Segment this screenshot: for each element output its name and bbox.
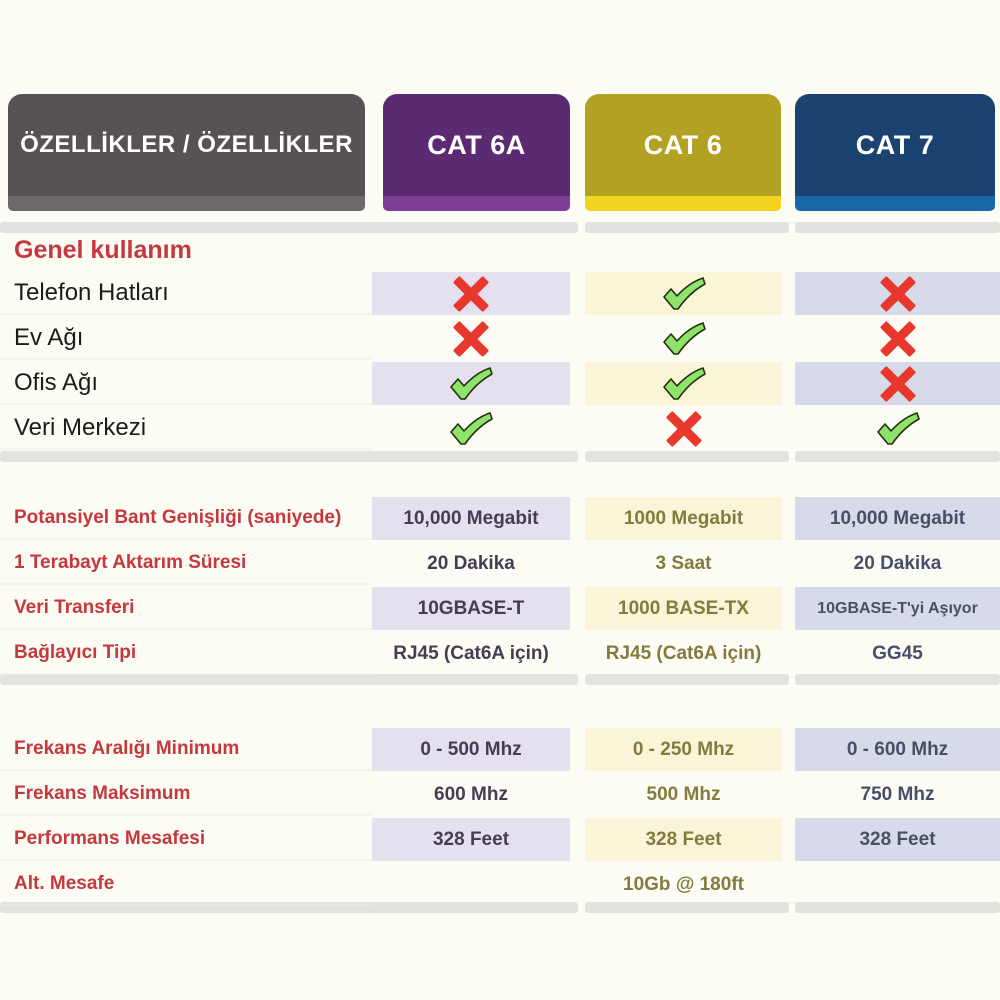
status-cell (585, 272, 782, 315)
cross-icon (880, 366, 916, 402)
status-cell (585, 317, 782, 360)
column-header-cat6 (585, 94, 781, 211)
column-header-cat6-label: CAT 6 (585, 94, 781, 196)
table-row (0, 728, 1000, 771)
status-cell (795, 407, 1000, 450)
features-header-label: ÖZELLİKLER / ÖZELLİKLER (8, 94, 365, 196)
row-label: Ev Ağı (0, 317, 372, 360)
column-header-cat7-label: CAT 7 (795, 94, 995, 196)
row-label: Bağlayıcı Tipi (0, 632, 372, 675)
table-row (0, 773, 1000, 816)
bandwidth-rows (0, 497, 1000, 677)
column-header-cat7-accent (795, 196, 995, 211)
features-header-accent (8, 196, 365, 211)
value-cell (372, 863, 570, 906)
value-cell: 328 Feet (372, 818, 570, 861)
row-label: 1 Terabayt Aktarım Süresi (0, 542, 372, 585)
cross-icon (453, 321, 489, 357)
value-cell: 20 Dakika (853, 552, 942, 574)
value-cell (795, 863, 1000, 906)
value-cell: 1000 Megabit (585, 497, 782, 540)
value-cell: 10GBASE-T (372, 587, 570, 630)
check-icon (661, 321, 707, 357)
status-cell (372, 407, 570, 450)
table-row (0, 317, 1000, 360)
cross-icon (880, 276, 916, 312)
value-cell: GG45 (872, 642, 923, 664)
cross-icon (880, 321, 916, 357)
frequency-rows (0, 728, 1000, 908)
check-icon (875, 411, 921, 447)
cross-icon (666, 411, 702, 447)
status-cell (372, 362, 570, 405)
value-cell: RJ45 (Cat6A için) (605, 642, 762, 664)
status-cell (585, 362, 782, 405)
value-cell: RJ45 (Cat6A için) (393, 642, 549, 664)
check-icon (661, 366, 707, 402)
column-header-cat6a-label: CAT 6A (383, 94, 570, 196)
row-label: Veri Merkezi (0, 407, 372, 450)
column-header-cat6-accent (585, 196, 781, 211)
value-cell: 750 Mhz (860, 783, 935, 805)
status-cell (795, 272, 1000, 315)
value-cell: 600 Mhz (434, 783, 508, 805)
table-row (0, 497, 1000, 540)
table-row (0, 818, 1000, 861)
value-cell: 10,000 Megabit (795, 497, 1000, 540)
value-cell: 0 - 250 Mhz (585, 728, 782, 771)
value-cell: 328 Feet (585, 818, 782, 861)
row-label: Frekans Aralığı Minimum (0, 728, 372, 771)
row-label: Ofis Ağı (0, 362, 372, 405)
table-row (0, 362, 1000, 405)
value-cell: 10GBASE-T'yi Aşıyor (795, 587, 1000, 630)
table-row (0, 863, 1000, 906)
usage-rows (0, 272, 1000, 452)
table-row (0, 272, 1000, 315)
check-icon (448, 366, 494, 402)
separator-band (0, 222, 1000, 233)
cross-icon (453, 276, 489, 312)
row-label: Veri Transferi (0, 587, 372, 630)
status-cell (372, 272, 570, 315)
table-row (0, 587, 1000, 630)
row-label: Performans Mesafesi (0, 818, 372, 861)
value-cell: 0 - 600 Mhz (795, 728, 1000, 771)
status-cell (795, 317, 1000, 360)
check-icon (448, 411, 494, 447)
status-cell (372, 317, 570, 360)
value-cell: 10,000 Megabit (372, 497, 570, 540)
table-row (0, 632, 1000, 675)
row-label: Telefon Hatları (0, 272, 372, 315)
separator-band (0, 451, 1000, 462)
value-cell: 500 Mhz (646, 783, 721, 805)
table-row (0, 407, 1000, 450)
column-header-cat6a (383, 94, 570, 211)
value-cell: 10Gb @ 180ft (623, 873, 744, 895)
column-header-cat7 (795, 94, 995, 211)
check-icon (661, 276, 707, 312)
section-title-genel-kullanim: Genel kullanım (14, 236, 192, 264)
table-row (0, 542, 1000, 585)
value-cell: 3 Saat (655, 552, 712, 574)
row-label: Frekans Maksimum (0, 773, 372, 816)
value-cell: 0 - 500 Mhz (372, 728, 570, 771)
row-label: Alt. Mesafe (0, 863, 372, 906)
features-header-tab (8, 94, 365, 211)
value-cell: 20 Dakika (427, 552, 515, 574)
column-header-cat6a-accent (383, 196, 570, 211)
row-label: Potansiyel Bant Genişliği (saniyede) (0, 497, 372, 540)
value-cell: 328 Feet (795, 818, 1000, 861)
status-cell (585, 407, 782, 450)
status-cell (795, 362, 1000, 405)
value-cell: 1000 BASE-TX (585, 587, 782, 630)
